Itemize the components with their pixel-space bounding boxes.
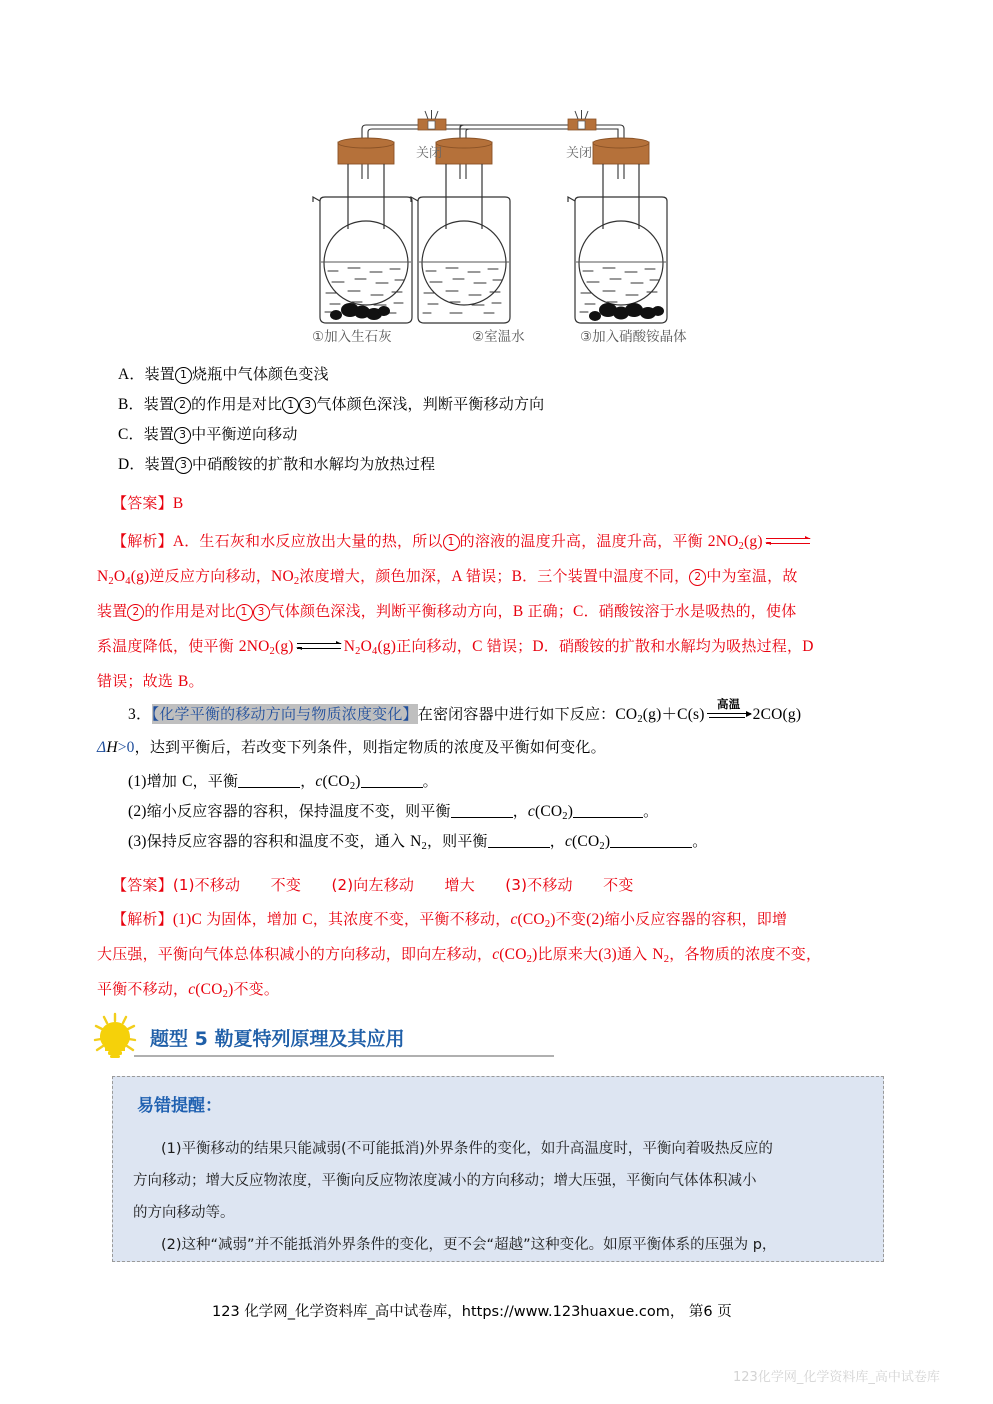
- tip-line-2: 方向移动；增大反应物浓度，平衡向反应物浓度减小的方向移动；增大压强，平衡向气体体积减小: [133, 1173, 757, 1189]
- q3-sub-1: (1)增加 C，平衡 ，$c(CO_2)$ 。: [128, 772, 438, 792]
- page-footer: 123 化学网_化学资料库_高中试卷库，https://www.123huaxue.com， 第6 页: [212, 1304, 732, 1320]
- q3-stem-line-2: ΔH>0，达到平衡后，若改变下列条件，则指定物质的浓度及平衡如何变化。: [97, 738, 606, 756]
- tip-line-4: (2)这种“减弱”并不能抵消外界条件的变化，更不会“超越”这种变化。如原平衡体系的压强为 p，: [161, 1237, 777, 1253]
- q2-analysis-line-3: 装置 2 的作用是对比 1 3 气体颜色深浅，判断平衡移动方向，B 正确；C．硝酸铵溶于水是吸热的，使体: [97, 602, 797, 620]
- q3-stem-line-1: 3．【化学平衡的移动方向与物质浓度变化】在密闭容器中进行如下反应：$CO_2(g)+C(s)$ 高温 2CO(g): [128, 697, 802, 725]
- option-a: A．装置 1 烧瓶中气体颜色变浅: [118, 365, 329, 383]
- q3-analysis-line-1: 【解析】(1)C 为固体，增加 C，其浓度不变，平衡不移动，$c(CO_2)$不变(2)缩小反应容器的容积，即增: [112, 910, 788, 930]
- q3-answer-value: (1)不移动 不变 (2)向左移动 增大 (3)不移动 不变: [172, 876, 634, 894]
- q2-answer-label: 【答案】: [112, 494, 173, 512]
- option-c-letter: C: [118, 426, 129, 443]
- option-b: B．装置 2 的作用是对比 1 3 气体颜色深浅，判断平衡移动方向: [118, 395, 545, 413]
- q3-analysis-label: 【解析】: [112, 910, 173, 928]
- q3-sub-2: (2)缩小反应容器的容积，保持温度不变，则平衡 ，$c(CO_2)$ 。: [128, 802, 659, 822]
- q3-answer-label: 【答案】: [112, 876, 173, 894]
- figure-caption-1: ①加入生石灰: [312, 329, 392, 345]
- reaction-condition: 高温: [716, 697, 741, 711]
- q3-analysis-line-3: 平衡不移动，$c(CO_2)$不变。: [97, 980, 280, 1000]
- q3-stem-lead: 在密闭容器中进行如下反应：: [417, 705, 616, 723]
- valve-2: [568, 110, 596, 130]
- watermark: 123化学网_化学资料库_高中试卷库: [733, 1370, 940, 1385]
- option-d-letter: D: [118, 456, 130, 473]
- figure-caption-3: ③加入硝酸铵晶体: [580, 329, 687, 345]
- figure-captions: [300, 325, 740, 349]
- valve-2-label: 关闭: [566, 146, 593, 161]
- reaction-arrow-high-temp: [707, 697, 751, 723]
- valve-1: [418, 110, 446, 130]
- q3-sub-3: (3)保持反应容器的容积和温度不变，通入 $N_2$，则平衡 ，$c(CO_2)$ 。: [128, 832, 708, 852]
- q3-answer-line: [112, 874, 634, 898]
- q2-analysis-line-1: 【解析】A．生石灰和水反应放出大量的热，所以 1 的溶液的温度升高，温度升高，平衡 $2NO_2(g)$: [112, 530, 813, 555]
- q2-answer-line: [112, 492, 183, 516]
- option-b-letter: B: [118, 396, 129, 413]
- q2-analysis-line-2: $N_2O_4(g)$逆反应方向移动，$NO_2$浓度增大，颜色加深，A 错误；B．三个装置中温度不同， 2 中为室温，故: [97, 567, 798, 587]
- valve-1-label: 关闭: [416, 146, 443, 161]
- tip-box-title: 易错提醒：: [137, 1096, 222, 1116]
- tip-line-3: 的方向移动等。: [133, 1205, 235, 1221]
- q3-number: 3．: [128, 706, 152, 723]
- q3-tag: 【化学平衡的移动方向与物质浓度变化】: [151, 705, 418, 723]
- tip-line-1: (1)平衡移动的结果只能减弱(不可能抵消)外界条件的变化，如升高温度时，平衡向着吸热反应的: [161, 1141, 773, 1157]
- q2-analysis-line-5: 错误；故选 B。: [97, 672, 204, 690]
- section-title: 题型 5 勒夏特列原理及其应用: [150, 1028, 405, 1050]
- figure-caption-2: ②室温水: [472, 329, 525, 345]
- section-heading: [88, 1012, 558, 1058]
- apparatus-diagram: [300, 105, 730, 345]
- option-d: D．装置 3 中硝酸铵的扩散和水解均为放热过程: [118, 455, 436, 473]
- option-a-letter: A: [118, 366, 130, 383]
- q2-analysis-label: 【解析】: [112, 532, 173, 550]
- option-c: C．装置 3 中平衡逆向移动: [118, 425, 298, 443]
- tip-box: [112, 1076, 884, 1262]
- q2-analysis-line-4: 系温度降低，使平衡 $2NO_2(g)$ $N_2O_4(g)$正向移动，C 错误；D．硝酸铵的扩散和水解均为吸热过程，D: [97, 637, 814, 657]
- q3-analysis-line-2: 大压强，平衡向气体总体积减小的方向移动，即向左移动，$c(CO_2)$比原来大(3)通入 $N_2$，各物质的浓度不变，: [97, 945, 822, 965]
- q2-answer-value: B: [172, 495, 184, 512]
- section-underline: [134, 1055, 554, 1057]
